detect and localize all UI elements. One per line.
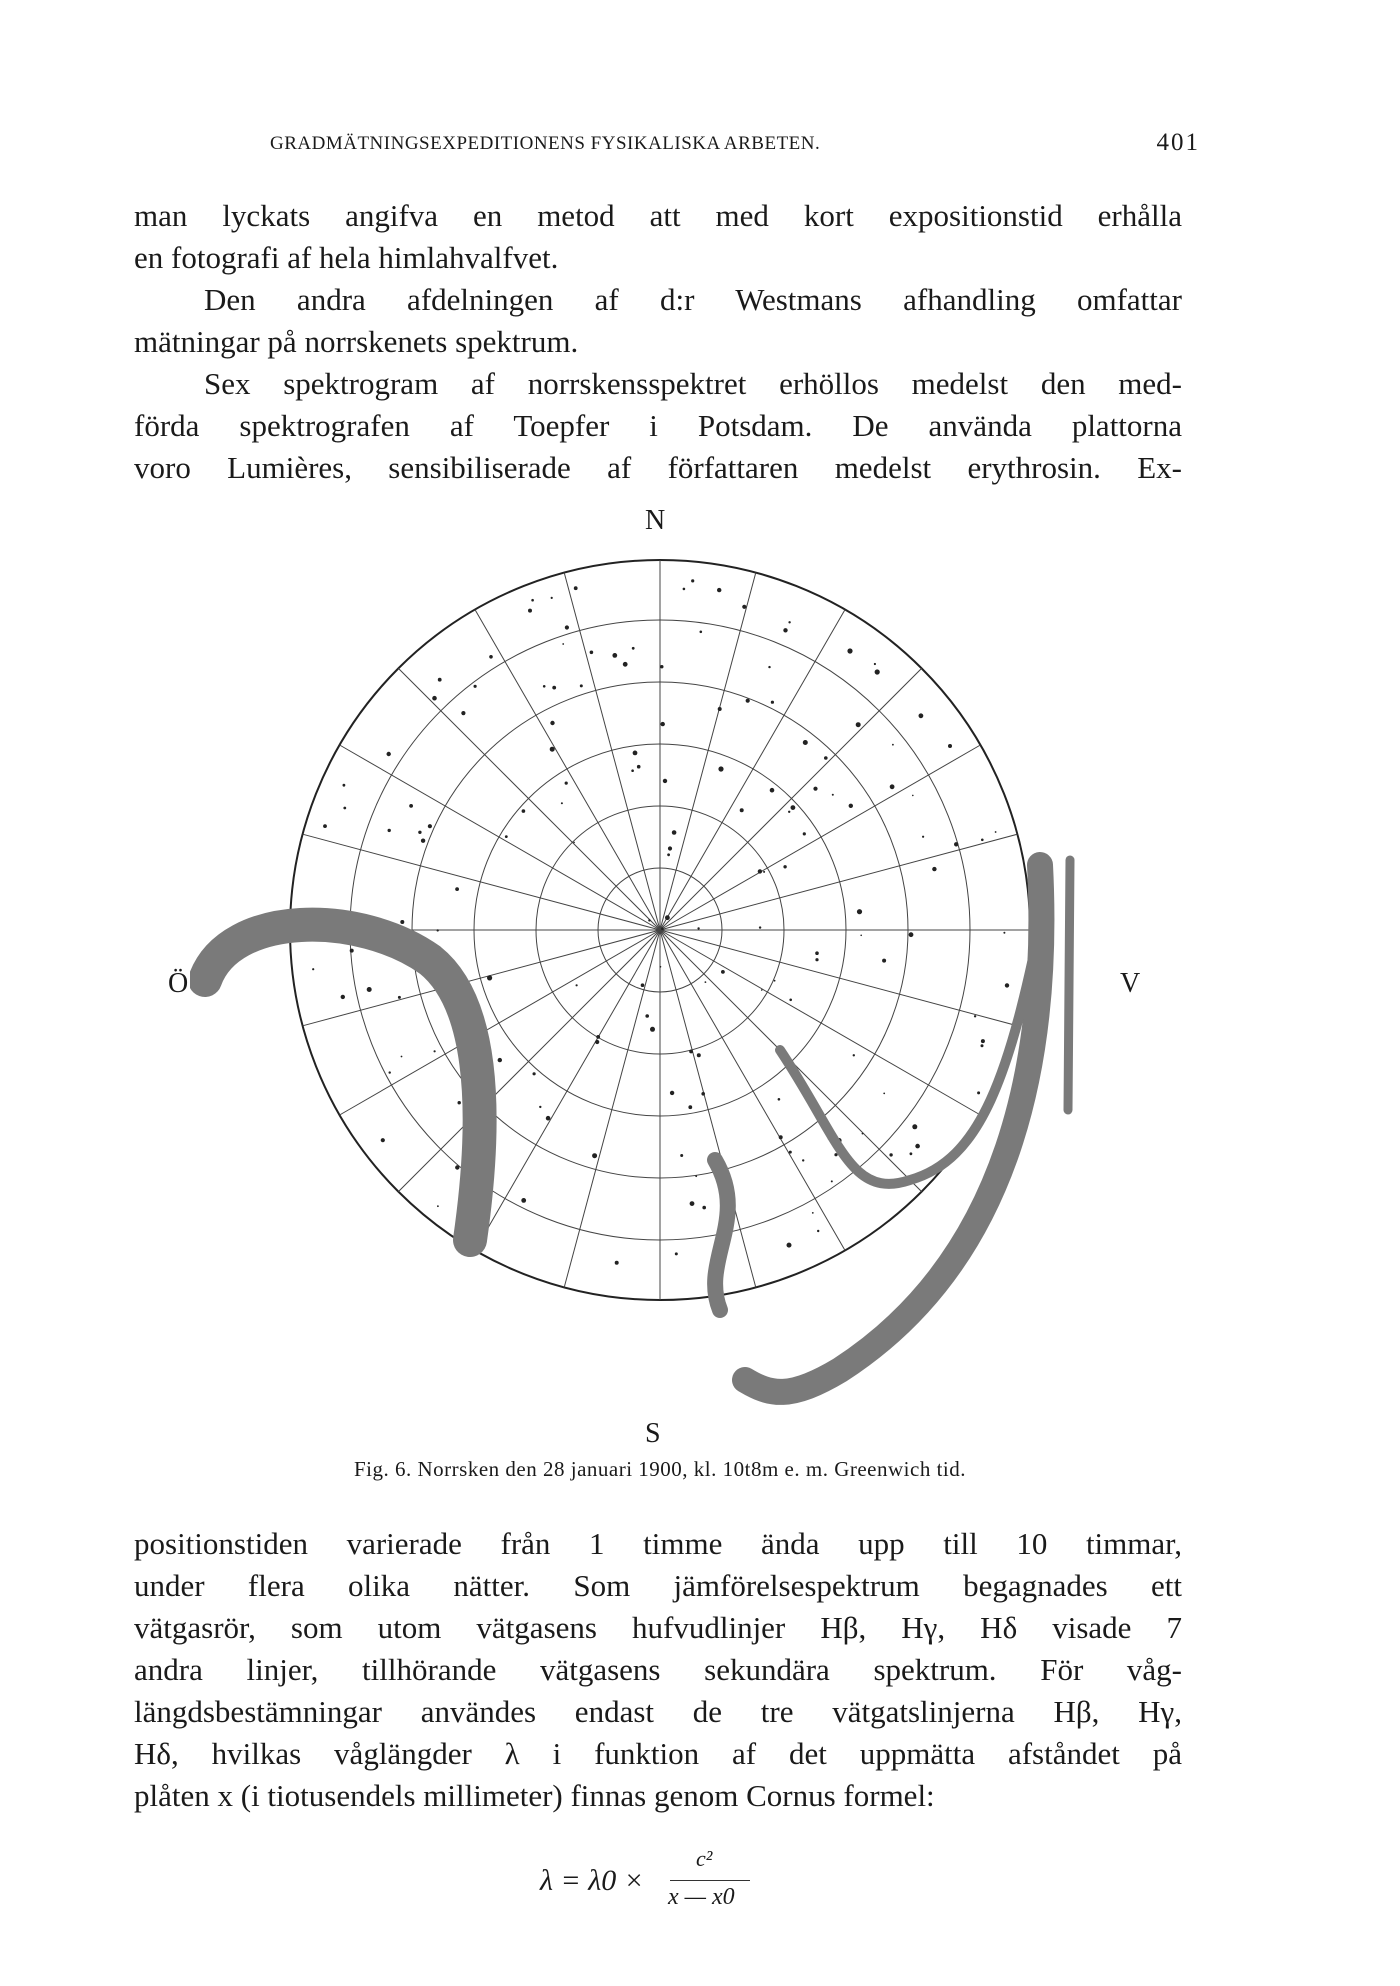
star-dot bbox=[661, 927, 664, 930]
star-dot bbox=[592, 1153, 597, 1158]
star-dot bbox=[660, 966, 662, 968]
star-dot bbox=[428, 824, 432, 828]
star-dot bbox=[367, 987, 372, 992]
star-dot bbox=[788, 811, 790, 813]
star-dot bbox=[350, 949, 354, 953]
star-dot bbox=[418, 831, 421, 834]
paragraph-3 bbox=[134, 363, 1182, 489]
paragraph-4 bbox=[134, 1523, 1182, 1817]
star-dot bbox=[788, 621, 790, 623]
star-dot bbox=[856, 722, 861, 727]
star-dot bbox=[912, 795, 914, 797]
star-dot bbox=[718, 707, 722, 711]
star-dot bbox=[434, 1050, 436, 1052]
star-dot bbox=[675, 1252, 678, 1255]
star-dot bbox=[717, 588, 721, 592]
star-dot bbox=[665, 915, 670, 920]
formula-numerator: c² bbox=[696, 1846, 713, 1871]
star-dot bbox=[802, 1159, 804, 1161]
grid-radial-line bbox=[660, 573, 756, 930]
star-dot bbox=[421, 839, 425, 843]
star-dot bbox=[668, 846, 672, 850]
star-dot bbox=[688, 1105, 692, 1109]
text-line: plåten x (i tiotusendels millimeter) finnas genom Cornus formel: bbox=[134, 1778, 935, 1813]
star-dot bbox=[680, 1154, 683, 1157]
grid-radial-line bbox=[660, 930, 980, 1115]
star-dot bbox=[857, 909, 862, 914]
star-dot bbox=[882, 959, 886, 963]
star-dot bbox=[789, 1151, 792, 1154]
grid-radial-line bbox=[660, 930, 845, 1250]
star-dot bbox=[815, 951, 819, 955]
star-dot bbox=[551, 597, 553, 599]
text-line: positionstiden varierade från 1 timme ända upp till 10 timmar, bbox=[134, 1526, 1182, 1561]
star-dot bbox=[645, 1014, 649, 1018]
star-dot bbox=[919, 713, 924, 718]
star-dot bbox=[546, 1116, 551, 1121]
star-dot bbox=[388, 829, 391, 832]
star-dot bbox=[789, 999, 792, 1002]
star-dot bbox=[910, 1152, 913, 1155]
star-dot bbox=[323, 824, 327, 828]
star-dot bbox=[631, 769, 634, 772]
grid-radial-line bbox=[660, 668, 922, 930]
star-dot bbox=[455, 887, 459, 891]
star-dot bbox=[574, 586, 578, 590]
star-dot bbox=[595, 1040, 599, 1044]
star-dot bbox=[691, 579, 694, 582]
star-dot bbox=[489, 655, 493, 659]
aurora-band-west-outer bbox=[745, 865, 1041, 1392]
star-dot bbox=[892, 744, 894, 746]
star-dot bbox=[550, 747, 555, 752]
star-dot bbox=[539, 1106, 541, 1108]
star-dot bbox=[522, 809, 526, 813]
page-number: 401 bbox=[1156, 129, 1200, 156]
star-dot bbox=[550, 721, 554, 725]
star-dot bbox=[543, 685, 546, 688]
paragraph-2 bbox=[134, 279, 1182, 363]
star-dot bbox=[847, 648, 852, 653]
star-dot bbox=[341, 995, 345, 999]
star-dot bbox=[995, 831, 997, 833]
star-dot bbox=[763, 871, 765, 873]
star-dot bbox=[648, 919, 650, 921]
star-dot bbox=[623, 662, 628, 667]
star-dot bbox=[505, 835, 508, 838]
star-dot bbox=[455, 1165, 459, 1169]
star-dot bbox=[637, 765, 641, 769]
star-dot bbox=[1005, 983, 1009, 987]
star-dot bbox=[389, 1071, 391, 1073]
cornu-formula bbox=[540, 1846, 780, 1916]
star-dot bbox=[562, 643, 564, 645]
star-dot bbox=[787, 1243, 792, 1248]
star-dot bbox=[672, 830, 677, 835]
star-dot bbox=[875, 669, 880, 674]
star-dot bbox=[862, 1133, 864, 1135]
star-dot bbox=[890, 784, 895, 789]
star-dot bbox=[705, 981, 707, 983]
star-dot bbox=[576, 984, 578, 986]
star-dot bbox=[641, 983, 645, 987]
star-dot bbox=[670, 1091, 674, 1095]
star-dot bbox=[783, 865, 786, 868]
star-dot bbox=[432, 696, 437, 701]
star-dot bbox=[438, 678, 442, 682]
star-dot bbox=[667, 853, 670, 856]
text-line: voro Lumières, sensibiliserade af författaren medelst erythrosin. Ex- bbox=[134, 450, 1182, 485]
star-dot bbox=[874, 663, 876, 665]
text-line: förda spektrografen af Toepfer i Potsdam. De använda plattorna bbox=[134, 408, 1182, 443]
star-dot bbox=[573, 842, 575, 844]
figure-caption: Fig. 6. Norrsken den 28 januari 1900, kl. 10t8m e. m. Greenwich tid. bbox=[354, 1457, 966, 1481]
grid-radial-line bbox=[340, 930, 660, 1115]
star-dot bbox=[791, 805, 796, 810]
star-dot bbox=[561, 802, 563, 804]
star-dot bbox=[437, 929, 439, 931]
star-dot bbox=[778, 1098, 781, 1101]
text-line: mätningar på norrskenets spektrum. bbox=[134, 324, 579, 359]
star-dot bbox=[771, 701, 774, 704]
text-line: andra linjer, tillhörande vätgasens sekundära spektrum. För våg- bbox=[134, 1652, 1182, 1687]
formula-denominator: x — x0 bbox=[668, 1884, 735, 1910]
formula-fraction-bar bbox=[670, 1880, 750, 1881]
star-dot bbox=[758, 869, 762, 873]
star-dot bbox=[461, 711, 465, 715]
text-line: under flera olika nätter. Som jämförelsespektrum begagnades ett bbox=[134, 1568, 1182, 1603]
running-head bbox=[270, 129, 1200, 156]
star-dot bbox=[487, 975, 492, 980]
text-line: Den andra afdelningen af d:r Westmans afhandling omfattar bbox=[204, 282, 1182, 317]
star-dot bbox=[697, 1053, 701, 1057]
star-dot bbox=[343, 784, 346, 787]
star-dot bbox=[312, 968, 314, 970]
star-dot bbox=[922, 836, 924, 838]
compass-west-label: V bbox=[1120, 968, 1141, 999]
text-line: Sex spektrogram af norrskensspektret erhöllos medelst den med- bbox=[204, 366, 1182, 401]
star-dot bbox=[565, 782, 568, 785]
star-dot bbox=[853, 1054, 855, 1056]
grid-radial-line bbox=[660, 745, 980, 930]
grid-radial-line bbox=[340, 745, 660, 930]
grid-radial-line bbox=[660, 930, 1017, 1026]
compass-north-label: N bbox=[645, 505, 666, 536]
star-dot bbox=[803, 832, 806, 835]
star-dot bbox=[932, 867, 936, 871]
star-dot bbox=[528, 609, 532, 613]
star-dot bbox=[974, 1015, 976, 1017]
star-dot bbox=[817, 1230, 819, 1232]
star-dot bbox=[774, 980, 776, 982]
star-dot bbox=[632, 647, 635, 650]
star-dot bbox=[742, 605, 746, 609]
star-dot bbox=[832, 794, 834, 796]
star-dot bbox=[831, 1180, 833, 1182]
star-dot bbox=[400, 920, 404, 924]
star-dot bbox=[590, 651, 594, 655]
star-dot bbox=[552, 686, 556, 690]
grid-radial-line bbox=[475, 930, 660, 1250]
star-dot bbox=[580, 684, 583, 687]
star-dot bbox=[1003, 932, 1005, 934]
star-dot bbox=[770, 788, 775, 793]
star-dot bbox=[701, 1092, 705, 1096]
grid-radial-line bbox=[660, 930, 756, 1287]
text-line: en fotografi af hela himlahvalfvet. bbox=[134, 240, 559, 275]
running-head-title: GRADMÄTNINGSEXPEDITIONENS FYSIKALISKA ARBETEN. bbox=[270, 133, 821, 154]
grid-radial-line bbox=[660, 834, 1017, 930]
star-dot bbox=[458, 1101, 461, 1104]
star-dot bbox=[824, 756, 828, 760]
star-dot bbox=[981, 839, 984, 842]
aurora-band-south bbox=[715, 1160, 728, 1310]
star-dot bbox=[633, 751, 638, 756]
star-dot bbox=[533, 1072, 536, 1075]
star-dot bbox=[912, 1124, 917, 1129]
grid-radial-line bbox=[398, 668, 660, 930]
star-dot bbox=[398, 996, 401, 999]
star-dot bbox=[661, 722, 665, 726]
star-dot bbox=[531, 599, 534, 602]
paragraph-1 bbox=[134, 195, 1182, 279]
grid-radial-line bbox=[564, 573, 660, 930]
text-line: längdsbestämningar användes endast de tre vätgatslinjerna Hβ, Hγ, bbox=[134, 1694, 1182, 1729]
text-line: vätgasrör, som utom vätgasens hufvudlinjer Hβ, Hγ, Hδ visade 7 bbox=[134, 1610, 1182, 1645]
star-dot bbox=[690, 1201, 695, 1206]
compass-south-label: S bbox=[645, 1418, 661, 1449]
star-dot bbox=[343, 807, 346, 810]
star-dot bbox=[663, 779, 667, 783]
star-dot bbox=[689, 1050, 693, 1054]
star-dot bbox=[954, 842, 958, 846]
star-dot bbox=[381, 1138, 385, 1142]
star-dot bbox=[740, 808, 744, 812]
compass-east-label: Ö bbox=[168, 968, 189, 999]
aurora-band-east bbox=[205, 925, 480, 1240]
star-dot bbox=[759, 926, 761, 928]
aurora-sky-map bbox=[190, 540, 1110, 1420]
star-dot bbox=[889, 1153, 892, 1156]
star-dot bbox=[815, 958, 818, 961]
star-dot bbox=[915, 1144, 920, 1149]
star-dot bbox=[702, 1206, 706, 1210]
star-dot bbox=[700, 631, 703, 634]
star-dot bbox=[812, 1212, 814, 1214]
star-dot bbox=[746, 699, 750, 703]
grid-radial-line bbox=[660, 610, 845, 930]
grid-radial-line bbox=[564, 930, 660, 1287]
star-dot bbox=[683, 588, 686, 591]
star-dot bbox=[977, 1091, 980, 1094]
star-dot bbox=[783, 628, 787, 632]
formula-lhs: λ = λ0 × bbox=[540, 1864, 644, 1897]
star-dot bbox=[860, 935, 862, 937]
star-dot bbox=[718, 766, 723, 771]
star-dot bbox=[813, 787, 817, 791]
star-dot bbox=[761, 989, 763, 991]
star-dot bbox=[660, 665, 663, 668]
star-dot bbox=[981, 1044, 984, 1047]
star-dot bbox=[565, 625, 569, 629]
aurora-streak-west bbox=[1068, 860, 1070, 1110]
star-dot bbox=[779, 1135, 783, 1139]
star-dot bbox=[721, 970, 725, 974]
star-dot bbox=[849, 804, 853, 808]
star-dot bbox=[697, 927, 699, 929]
star-dot bbox=[650, 1027, 655, 1032]
star-dot bbox=[695, 1175, 697, 1177]
star-dot bbox=[948, 744, 952, 748]
star-dot bbox=[909, 932, 914, 937]
text-line: man lyckats angifva en metod att med kort expositionstid erhålla bbox=[134, 198, 1182, 233]
star-dot bbox=[612, 653, 617, 658]
star-dot bbox=[474, 685, 477, 688]
text-line: Hδ, hvilkas våglängder λ i funktion af det uppmätta afståndet på bbox=[134, 1736, 1182, 1771]
star-dot bbox=[409, 804, 413, 808]
aurora-bands bbox=[205, 860, 1070, 1392]
star-dot bbox=[498, 1058, 502, 1062]
star-dot bbox=[387, 752, 391, 756]
star-dot bbox=[615, 1261, 619, 1265]
star-dot bbox=[437, 1205, 439, 1207]
star-dot bbox=[883, 1093, 885, 1095]
star-dot bbox=[803, 740, 808, 745]
star-dot bbox=[521, 1198, 526, 1203]
star-dot bbox=[768, 666, 770, 668]
star-dot bbox=[981, 1039, 985, 1043]
star-dot bbox=[596, 1035, 600, 1039]
star-dot bbox=[401, 1056, 403, 1058]
